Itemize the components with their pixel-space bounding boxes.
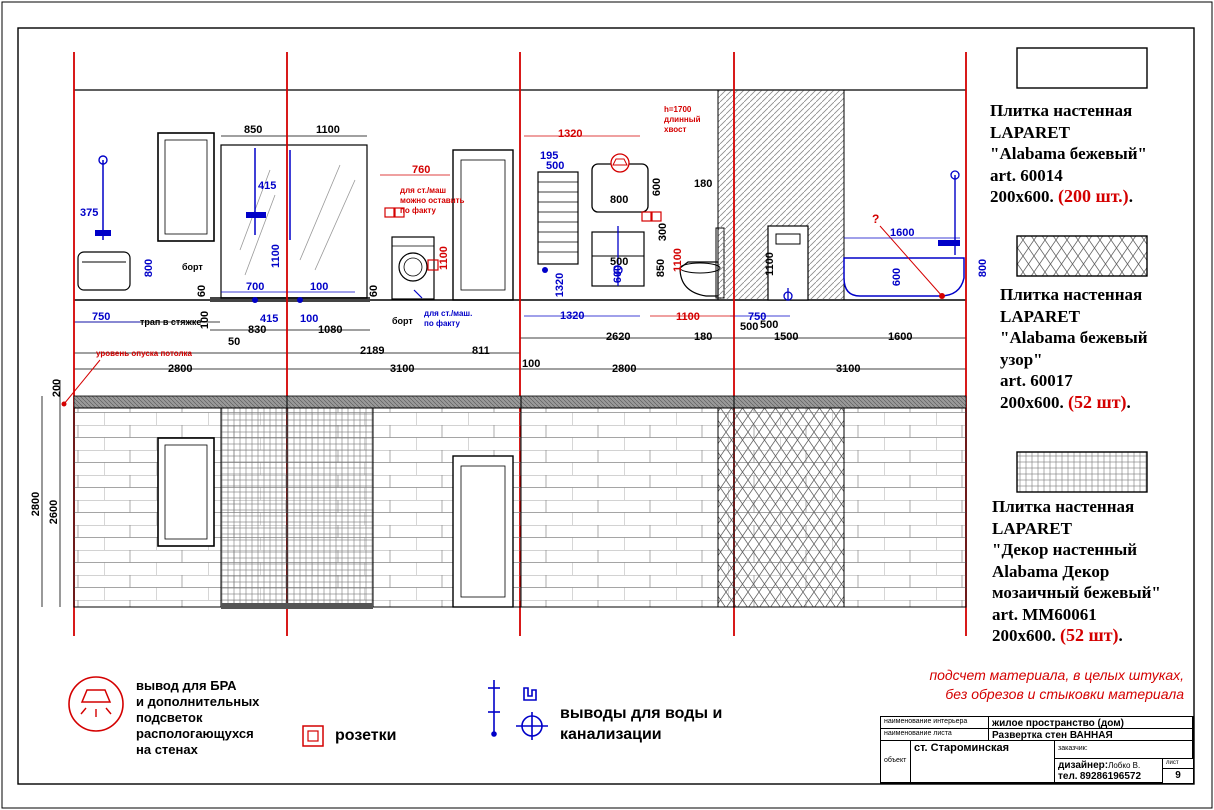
dim: 2800 [168,363,193,375]
dim: 1320 [558,128,583,140]
dim: 1100 [437,246,450,270]
dim: 600 [612,264,625,284]
dim: 850 [655,258,668,278]
dim: 180 [694,178,713,190]
dim: 800 [977,258,990,278]
dim: 830 [248,324,267,336]
label-drain: трап в стяжке [140,317,202,327]
title-block: наименование интерьера жилое пространство (дом) наименование листа Развертка стен ВАННАЯ объект ст. Староминская заказчик: дизайнер:Лобко В. тел. 89286196572 лист 9 [880,716,1194,784]
legend-socket: розетки [335,727,397,744]
dim: 1080 [318,324,343,336]
quantity: (52 шт) [1060,625,1119,645]
material-3: Плитка настенная LAPARET "Декор настенный Alabama Декор мозаичный бежевый" art. MM60061 200x600. (52 шт). [992,497,1161,645]
quantity: (200 шт.) [1058,186,1129,206]
dim: 195 [540,150,559,162]
dim: 760 [412,164,431,176]
dim: 800 [143,258,156,278]
material-note: подсчет материала, в целых штуках, без обрезов и стыковки материала [929,667,1184,702]
dim: 200 [51,378,64,398]
dim: 1100 [763,252,776,276]
dim: 1320 [554,272,567,298]
dim: 1100 [671,248,684,272]
material-1: Плитка настенная LAPARET "Alabama бежевый" art. 60014 200x600. (200 шт.). [990,101,1147,206]
dim: 60 [196,284,209,298]
dim: 750 [748,311,767,323]
dim: 1100 [316,124,340,136]
quantity: (52 шт) [1068,391,1127,412]
dim: 100 [522,358,541,370]
washer-bottom-note: для ст./маш. по факту [424,309,473,328]
dim: 3100 [836,363,861,375]
dim: 1100 [676,311,700,323]
washer-note: для ст./маш можно оставить по факту [400,186,465,215]
dim: 800 [610,194,629,206]
ceiling-label: уровень опуска потолка [96,349,192,358]
label-bort: борт [392,316,413,326]
dim: 50 [228,336,241,348]
dim: 1100 [269,244,282,268]
dim: 750 [92,311,111,323]
dim: 600 [891,267,904,287]
dim: 1600 [890,227,915,239]
dim: 500 [740,321,759,333]
dim: 2800 [30,491,43,517]
hose-note: h=1700 длинный хвост [664,105,701,134]
dim: 60 [368,284,381,298]
dim: 500 [546,160,565,172]
dim: 811 [472,345,490,357]
dim: 2600 [48,499,61,525]
dim: 1600 [888,331,913,343]
dim: 180 [694,331,713,343]
dim: 100 [199,310,212,330]
legend-water: выводы для воды и канализации [560,705,723,743]
dim: 3100 [390,363,415,375]
dim: 1320 [560,310,585,322]
material-2: Плитка настенная LAPARET "Alabama бежевый узор" art. 60017 200x600. (52 шт). [1000,285,1148,412]
dim: 700 [246,281,265,293]
legend-bra: вывод для БРА и дополнительных подсветок распологающухся на стенах [136,678,260,757]
dim: 2189 [360,345,385,357]
dim: 375 [80,207,99,219]
dim: 500 [760,319,779,331]
dim: 2620 [606,331,631,343]
dim: 100 [300,313,319,325]
question-mark: ? [872,212,880,226]
dim: 300 [657,222,670,242]
dim: 600 [651,177,664,197]
dim: 1500 [774,331,799,343]
dim: 100 [310,281,329,293]
dim: 850 [244,124,263,136]
dim: 415 [258,180,277,192]
dim: 415 [260,313,279,325]
label-bort: борт [182,262,203,272]
dim: 2800 [612,363,637,375]
dim: 500 [610,256,629,268]
